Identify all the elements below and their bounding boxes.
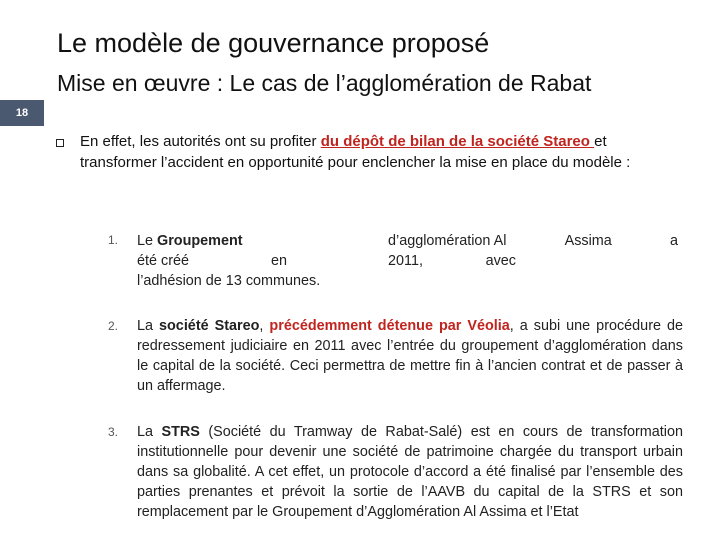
item-2-t2: , <box>259 318 270 334</box>
intro-highlight: du dépôt de bilan de la société Stareo <box>320 133 595 150</box>
slide-title: Le modèle de gouvernance proposé <box>57 28 490 58</box>
intro-text-2: et transformer l’accident en opportunité pour enclencher la mise en place du modèle : <box>80 133 631 171</box>
item-1-column-b <box>388 231 678 271</box>
item-1-text-3: l’adhésion de 13 communes. <box>137 273 321 289</box>
item-1-b-2a: 2011, <box>388 253 423 269</box>
intro-text-1: En effet, les autorités ont su profiter <box>80 133 321 150</box>
item-3-bold: STRS <box>161 424 200 440</box>
item-1-bold: Groupement <box>157 233 243 249</box>
item-2-t1: La <box>137 318 160 334</box>
intro-paragraph <box>80 131 680 173</box>
item-2-bold: société Stareo <box>159 318 260 334</box>
item-3-number: 3. <box>108 425 119 439</box>
item-1-number: 1. <box>108 233 119 247</box>
item-1-text: Le <box>137 233 158 249</box>
slide-subtitle: Mise en œuvre : Le cas de l’agglomération de Rabat <box>57 70 592 96</box>
list-item-3 <box>108 422 683 522</box>
list-item-2 <box>108 316 683 396</box>
item-1-b-1c: a <box>669 233 678 249</box>
item-2-red: précédemment détenue par Véolia <box>269 318 510 334</box>
item-1-b-1b: Assima <box>564 233 612 249</box>
item-3-t1: La <box>137 424 162 440</box>
item-3-t2: (Société du Tramway de Rabat-Salé) est en cours de transformation institutionnelle pour devenir une société de patrimoine chargée du transport urbain dans sa globalité. A cet effet, un protocole d’accord a été finalisé par l’ensemble des parties prenantes et prévoit la sortie de l’AAVB du capital de la STRS et son remplacement par le Groupement d’Agglomération Al Assima et l’Etat <box>137 424 683 520</box>
item-1-b-1a: d’agglomération Al <box>388 233 507 249</box>
square-bullet-icon <box>56 139 64 147</box>
item-1-text-2a: été créé <box>137 253 189 269</box>
item-1-text-2b: en <box>270 253 287 269</box>
item-2-number: 2. <box>108 319 119 333</box>
slide-number: 18 <box>0 100 44 126</box>
item-1-column-a <box>137 231 362 291</box>
item-1-b-2b: avec <box>485 253 516 269</box>
item-2-t3: , a subi une procédure de redressement judiciaire en 2011 avec l’entrée du groupement d’agglomération dans le capital de la société. Ceci permettra de mettre fin à l’ancien contrat et de passer à un affermage. <box>137 318 683 394</box>
